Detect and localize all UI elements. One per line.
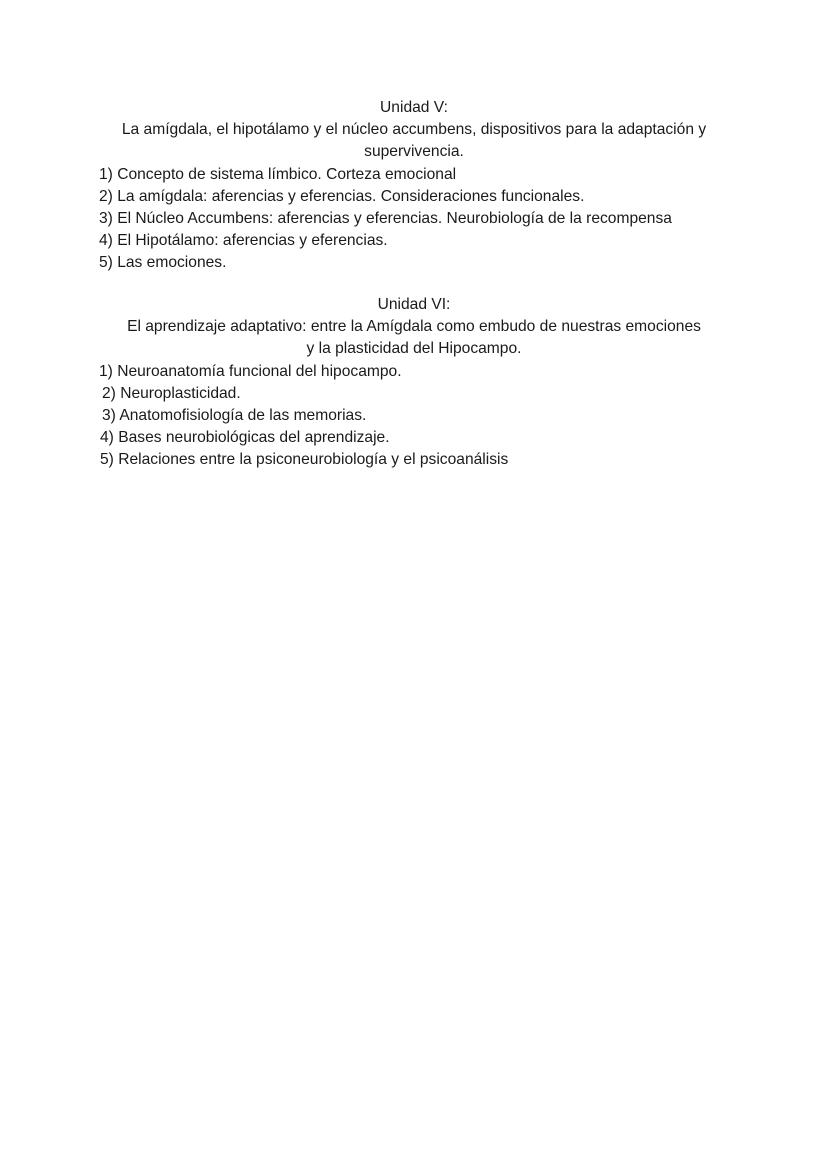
topic-item: 3) Anatomofisiología de las memorias.	[102, 407, 367, 425]
topic-item: 5) Las emociones.	[99, 254, 227, 272]
topic-item: 3) El Núcleo Accumbens: aferencias y eferencias. Neurobiología de la recompensa	[99, 210, 672, 228]
topic-item: 4) El Hipotálamo: aferencias y eferencias.	[99, 232, 388, 250]
topic-item: 4) Bases neurobiológicas del aprendizaje.	[100, 429, 390, 447]
topic-item: 5) Relaciones entre la psiconeurobiología y el psicoanálisis	[100, 451, 509, 469]
unit-subtitle-line: supervivencia.	[364, 143, 464, 161]
topic-list	[99, 164, 729, 275]
topic-item: 1) Concepto de sistema límbico. Corteza emocional	[99, 165, 457, 183]
unit-heading: Unidad V:	[380, 99, 448, 116]
topic-list	[99, 361, 729, 472]
unit-subtitle-line: y la plasticidad del Hipocampo.	[306, 340, 522, 358]
topic-item: 2) Neuroplasticidad.	[102, 384, 241, 402]
unit-heading: Unidad VI:	[377, 296, 451, 313]
topic-item: 2) La amígdala: aferencias y eferencias. Consideraciones funcionales.	[99, 187, 585, 205]
topic-item: 1) Neuroanatomía funcional del hipocampo.	[99, 362, 402, 380]
unit-v-section	[99, 97, 729, 275]
unit-subtitle-line: La amígdala, el hipotálamo y el núcleo accumbens, dispositivos para la adaptación y	[121, 121, 707, 139]
unit-subtitle-line: El aprendizaje adaptativo: entre la Amígdala como embudo de nuestras emociones	[127, 318, 701, 336]
unit-vi-section	[99, 294, 729, 472]
